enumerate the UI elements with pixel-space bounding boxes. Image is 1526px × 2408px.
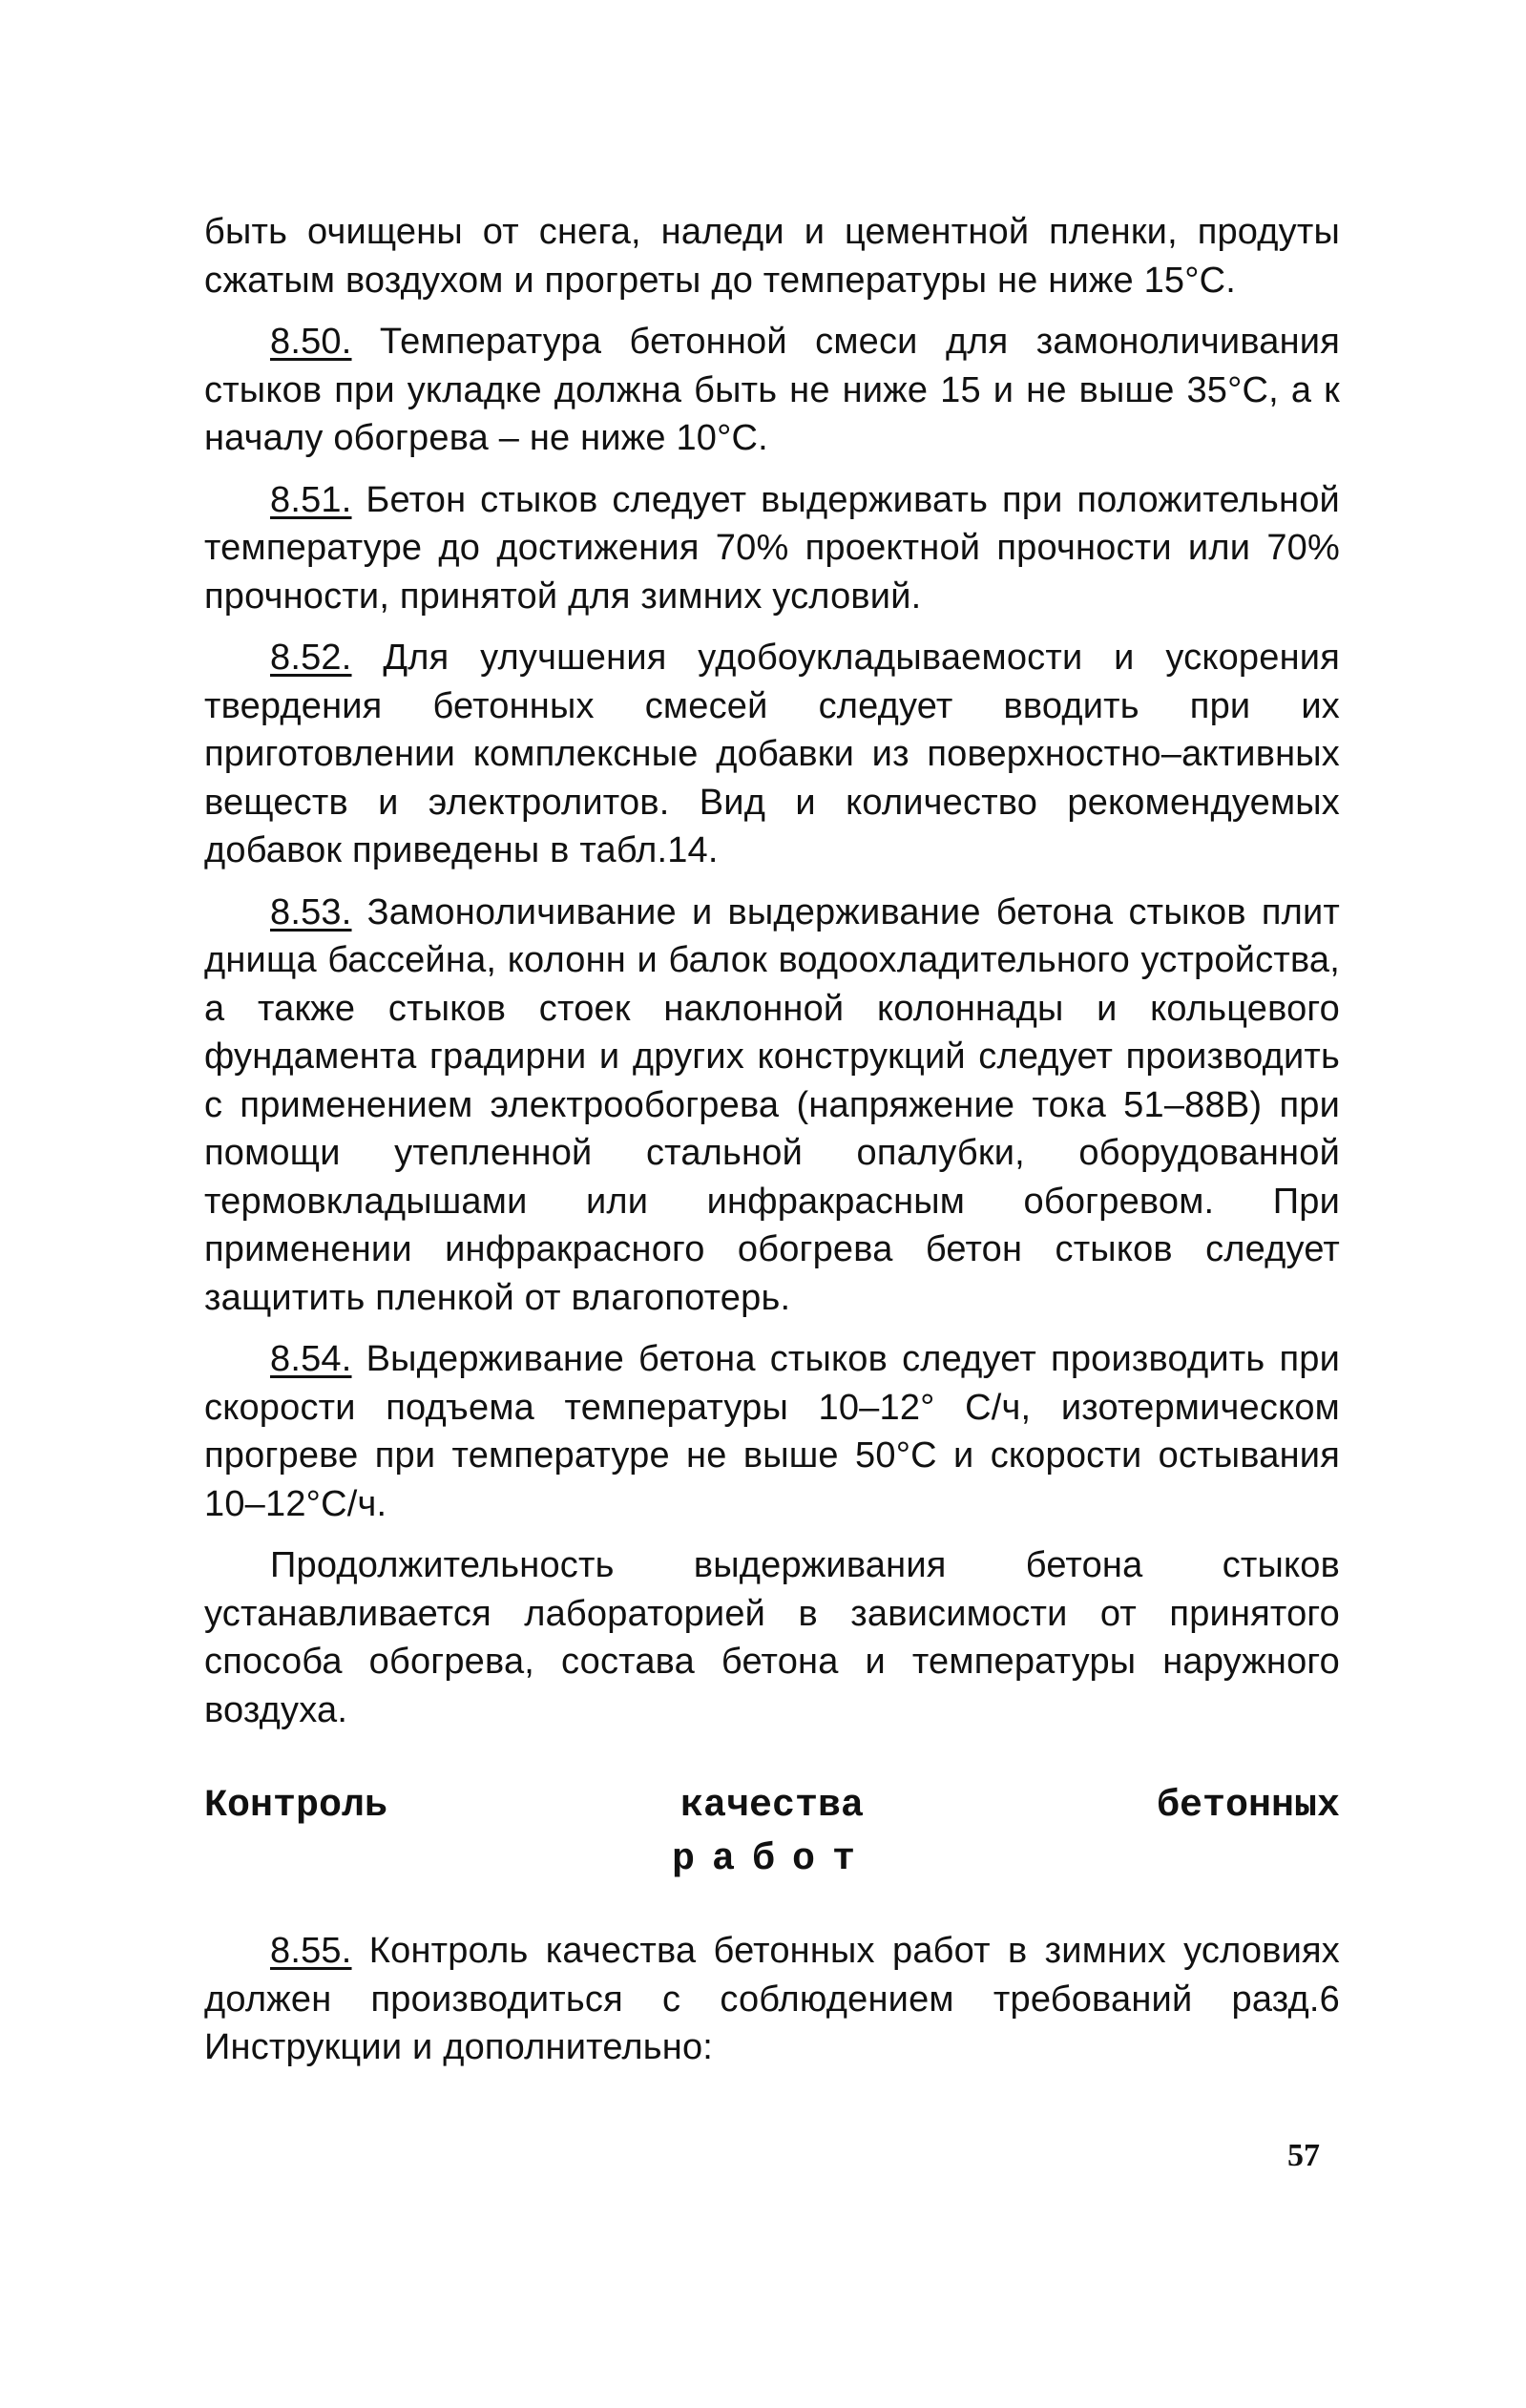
- paragraph-text: Выдерживание бетона стыков следует производить при скорости подъема температуры 10–12° С/ч, изотермическом прогреве при температуре не выше 50°С и скорости остывания 10–12°С/ч.: [204, 1339, 1340, 1524]
- paragraph-text: Для улучшения удобоукладываемости и ускорения твердения бетонных смесей следует вводить при их приготовлении комплексные добавки из поверхностно–активных веществ и электролитов. Вид и количество рекомендуемых добавок приведены в табл.14.: [204, 638, 1340, 870]
- paragraph-8-54: [204, 1335, 1340, 1528]
- paragraph-text: Продолжительность выдерживания бетона стыков устанавливается лабораторией в зависимости от принятого способа обогрева, состава бетона и температуры наружного воздуха.: [204, 1545, 1340, 1730]
- paragraph-8-50: [204, 318, 1340, 463]
- paragraph-8-51: [204, 476, 1340, 621]
- clause-number: 8.53.: [270, 891, 352, 932]
- paragraph-8-52: [204, 634, 1340, 875]
- paragraph-continuation: [204, 208, 1340, 304]
- paragraph-text: Температура бетонной смеси для замоноличивания стыков при укладке должна быть не ниже 15 и не выше 35°С, а к началу обогрева – не ниже 10°С.: [204, 322, 1340, 458]
- page-number: 57: [1287, 2138, 1320, 2173]
- paragraph-text: Бетон стыков следует выдерживать при положительной температуре до достижения 70% проектной прочности или 70% прочности, принятой для зимних условий.: [204, 479, 1340, 617]
- paragraph-text: Замоноличивание и выдерживание бетона стыков плит днища бассейна, колонн и балок водоохладительного устройства, а также стыков стоек наклонной колоннады и кольцевого фундамента градирни и других конструкций следует производить с применением электрообогрева (напряжение тока 51–88В) при помощи утепленной стальной опалубки, оборудованной термовкладышами или инфракрасным обогревом. При применении инфракрасного обогрева бетон стыков следует защитить пленкой от влагопотерь.: [204, 891, 1340, 1318]
- clause-number: 8.52.: [270, 638, 352, 678]
- section-heading: [204, 1780, 1340, 1887]
- paragraph-text: быть очищены от снега, наледи и цементной пленки, продуты сжатым воздухом и прогреты до температуры не ниже 15°С.: [204, 212, 1340, 301]
- paragraph-8-53: [204, 889, 1340, 1323]
- section-heading-line-2: работ: [671, 1838, 873, 1881]
- paragraph-duration: [204, 1541, 1340, 1734]
- section-heading-line-1: Контроль качества бетонных: [204, 1785, 1340, 1828]
- paragraph-8-55: [204, 1927, 1340, 2072]
- clause-number: 8.54.: [270, 1339, 352, 1379]
- document-page: [204, 208, 1340, 2072]
- clause-number: 8.51.: [270, 479, 352, 520]
- paragraph-text: Контроль качества бетонных работ в зимних условиях должен производиться с соблюдением требований разд.6 Инструкции и дополнительно:: [204, 1931, 1340, 2067]
- clause-number: 8.55.: [270, 1931, 352, 1971]
- clause-number: 8.50.: [270, 322, 352, 362]
